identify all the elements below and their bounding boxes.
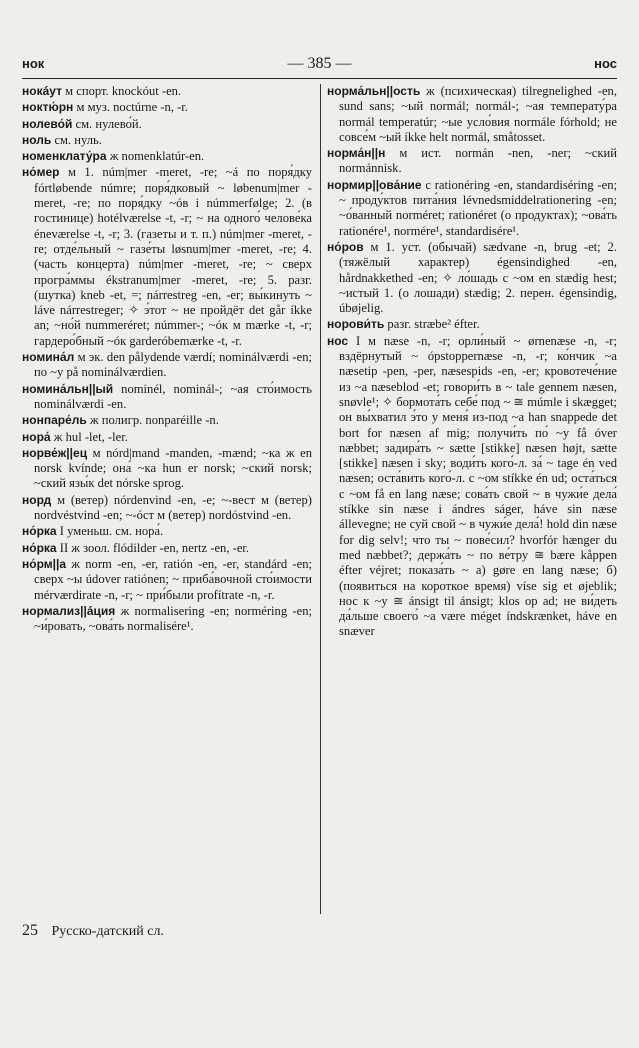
entry-headword: норма́н||н [327,146,386,161]
entry-headword: номенклату́ра [22,149,107,164]
right-column [327,84,617,914]
dictionary-entry [22,493,312,524]
dictionary-entry [327,146,617,177]
entry-definition: ж hul -let, -ler. [53,429,128,444]
entry-definition: ж (психическая) tilregnelighed -en, sund sans; ~ый normál; normál-; ~ая температу́ра normál temperatúr; ~ые усло́вия normále fórhold; не совсе́м ~ый íkke helt normál, småtosset. [339,84,617,144]
dictionary-entry [22,557,312,603]
entry-headword: но́рка [22,524,57,539]
header-left-guideword: нок [22,56,45,71]
dictionary-entry [22,100,312,115]
dictionary-entry [22,117,312,132]
dictionary-entry [22,382,312,413]
entry-headword: нора́ [22,429,51,444]
page-header [22,56,617,79]
entry-headword: номина́л [22,350,75,365]
entry-headword: нормир||ова́ние [327,177,422,192]
page-number: — 385 — [287,55,352,72]
entry-headword: ноктю́рн [22,100,74,115]
dictionary-entry [327,334,617,640]
entry-definition: ж nomenklatúr-en. [109,149,205,164]
entry-definition: см. нулево́й. [75,116,142,131]
dictionary-entry [22,524,312,539]
entry-headword: ноль [22,132,52,147]
entry-definition: ж полигр. nonparéille -n. [89,413,219,428]
entry-headword: норве́ж||ец [22,445,88,460]
dictionary-entry [327,240,617,316]
dictionary-entry [22,446,312,492]
dictionary-entry [22,350,312,381]
dictionary-entry [22,413,312,428]
entry-definition: I м næse -n, -r; орли́ный ~ ørnenæse -n, -r; вздёрнутый ~ ópstoppernæse -n, -r; ко́нчик ~а næsetip -pen, -per, næsespids -en, -er; кровотече́ние из ~а næseblod -et; говори́ть в ~ tale gennem næsen, snøvle¹; ✧ бормота́ть себе́ под ~ ≅ múmle i skægget; он вы́хватил э́то у меня́ из-под ~а han snappede det bort for næsen af mig; получи́ть по́ ~у få óver næbbet; задира́ть ~ sætte [stikke] næsen højt, sætte [stikke] næsen i sky; води́ть кого́-л. за́ ~ tage én ved næsen; оста́вить кого́-л. с ~ом stíkke én ud; оста́ться с ~ом få en lang næse; сова́ть свой ~ в чужи́е дела́ stíkke sin næse i ándres ságer, háve sin næse állevegne; не суй свой ~ в чужи́е дела́! hold din næse for dig selv!; что ты ~ пове́сил? hvorfór hænger du med næbbet?; держа́ть ~ по ве́тру ≅ bære kåppen éfter véjret; показа́ть ~ а) gøre en lang næse; б) (появиться на короткое время) víse sig et øjeblik; нос к ~у ≅ ánsigt til ánsigt; klos op ad; не ви́деть да́льше своего́ ~а være méget índskrænket, háve en snæver [339,333,617,639]
dictionary-entry [22,165,312,349]
entry-definition: II ж зоол. flódilder -en, nertz -en, -er. [59,540,250,555]
entry-definition: м nórd|mand -manden, -mænd; ~ка ж en norsk kvínde; она́ ~ка hun er norsk; ~ский norsk; ~ский язы́к det nórske sprog. [34,445,312,491]
entry-headword: нонпаре́ль [22,413,87,428]
left-column [22,84,312,914]
signature-number: 25 [22,922,38,939]
entry-headword: нос [327,333,349,348]
entry-headword: номина́льн||ый [22,381,114,396]
entry-headword: нокáут [22,84,62,98]
entry-headword: но́рм||а [22,556,67,571]
entry-headword: норд [22,492,52,507]
entry-definition: м спорт. knockóut -en. [65,84,182,98]
entry-definition: разг. stræbe² éfter. [387,317,480,332]
dictionary-entry [22,604,312,635]
entry-definition: I уменьш. см. нора́. [59,524,164,539]
dictionary-entry [22,149,312,164]
entry-headword: норови́ть [327,317,385,332]
dictionary-entry [22,84,312,99]
dictionary-entry [327,84,617,145]
entry-headword: но́рка [22,540,57,555]
dictionary-entry [327,178,617,239]
entry-definition: м (ветер) nórdenvind -en, -e; ~-вест м (ветер) nordvéstvind -en; ~-óст м (ветер) nordóstvind -en. [34,492,312,523]
entry-headword: но́мер [22,165,60,180]
column-divider [320,84,321,914]
dictionary-entry [22,541,312,556]
header-right-guideword: нос [594,56,617,71]
entry-definition: см. нуль. [54,132,102,147]
entry-headword: но́ров [327,239,364,254]
entry-definition: м муз. noctúrne -n, -r. [76,100,188,115]
page-footer [22,922,164,940]
entry-definition: с rationéring -en, standardiséring -en; ~ проду́ктов пита́ния lévnedsmiddelrationering -en; ~о́ванный norméret; rationéret (о продуктах); ~ова́ть rationére¹, normére¹, standardisére¹. [339,177,617,238]
entry-headword: норма́льн||ость [327,84,421,98]
entry-definition: м эк. den pålydende værdí; nominálværdi -en; по ~у på nominálværdien. [34,350,312,380]
signature-title: Русско-датский сл. [51,924,164,939]
entry-headword: нормализ||áция [22,603,116,618]
entry-definition: ж norm -en, -er, ratión -en, -er, standárd -en; сверх ~ы údover ratiónen; ~ приба́вочной сто́имости mérværdirate -n, -r; ~ при́были profítrate -n, -r. [34,556,312,602]
entry-definition: м 1. уст. (обычай) sædvane -n, brug -et; 2. (тяжёлый характер) égensindighed -en, hårdnakkethed -en; ✧ ло́шадь с ~ом en stædig hest; ~истый 1. (о лошади) stædig; 2. перен. égensindig, úbøjelig. [339,239,617,316]
dictionary-entry [22,430,312,445]
entry-definition: м 1. núm|mer -meret, -re; ~á по поря́дку fórtløbende númre; поря́дковый ~ løbenum|mer -meret, -re; по поря́дку ~óв i númmerfølge; 2. (в гостинице) hotélværelse -t, -r; ~ на одного́ челове́ка éneværelse -t, -r; 3. (газеты и т. п.) núm|mer -meret, -re; отде́льный ~ газе́ты løsnum|mer -meret, -re; 4. (часть концерта) núm|mer -meret, -re; ~ сверх програ́ммы ékstranum|mer -meret, -re; 5. разг. (шутка) kneb -et, =; nárrestreg -en, -er; вы́кинуть ~ láve nárrestreger; ✧ э́тот ~ не пройдёт det går íkke an; ~но́й nummeréret; númmer-; ~óк м mærke -t, -r; гардеро́бный ~óк garderóbemærke -t, -r. [34,165,312,348]
entry-headword: нолево́й [22,116,73,131]
entry-definition: ж normalisering -en; norméring -en; ~и́ровать, ~ова́ть normalisére¹. [34,603,312,634]
dictionary-entry [327,317,617,332]
text-columns [22,84,617,914]
entry-definition: м ист. normán -nen, -ner; ~ский normánnisk. [339,146,617,176]
entry-definition: nominél, nominál-; ~ая сто́имость nominálværdi -en. [34,381,312,411]
dictionary-entry [22,133,312,148]
